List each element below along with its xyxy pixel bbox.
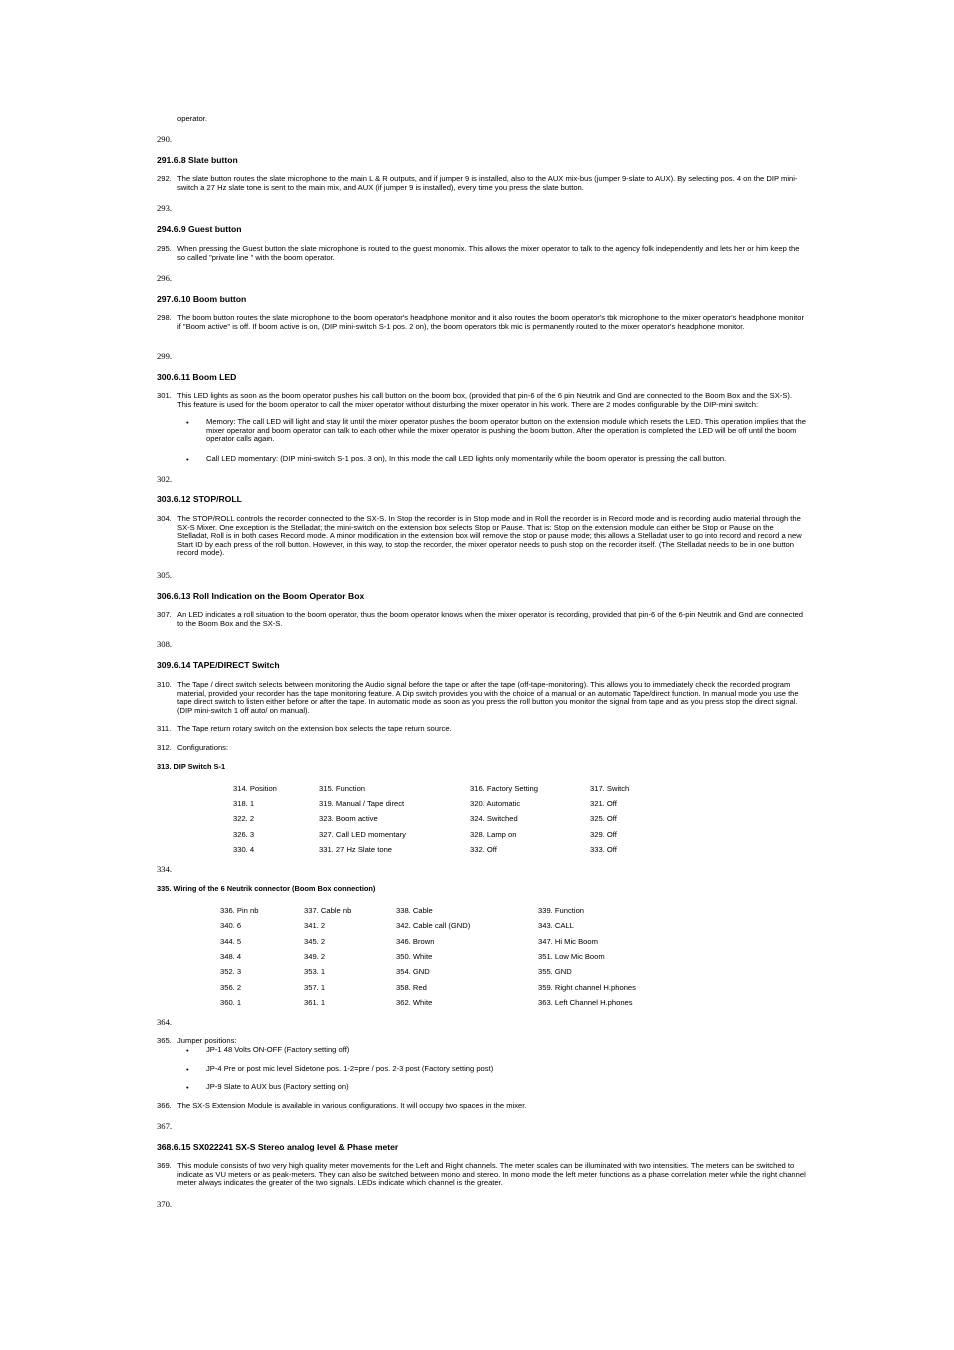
table-cell: 332. Off (470, 845, 497, 854)
table-cell: 317. Switch (590, 784, 630, 793)
paragraph-text: The Tape return rotary switch on the extension box selects the tape return source. (177, 724, 452, 733)
table-cell: 355. GND (538, 967, 572, 976)
paragraph-text: This LED lights as soon as the boom operator pushes his call button on the boom box, (provided that pin-6 of the 6 pin Neutrik and Gnd are connected to the Boom Box and the SX-S). This feature is used for the boom operator to call the mixer operator without disturbing the mixer operator in his work. There are 2 modes configurable by the DIP-mini switch: (177, 391, 793, 409)
section-heading-tape-direct: 309.6.14 TAPE/DIRECT Switch (157, 660, 280, 670)
paragraph-number: 310. (157, 680, 172, 689)
table-cell: 363. Left Channel H.phones (538, 998, 633, 1007)
table-cell: 319. Manual / Tape direct (319, 799, 405, 808)
table-cell: 361. 1 (304, 998, 326, 1007)
paragraph-number: 369. (157, 1161, 172, 1170)
table-cell: 360. 1 (220, 998, 242, 1007)
table-cell: 338. Cable (396, 906, 433, 915)
table-cell: 327. Call LED momentary (319, 830, 406, 839)
paragraph-number: 311. (157, 724, 172, 733)
paragraph-number: 307. (157, 610, 172, 619)
table-cell: 315. Function (319, 784, 366, 793)
table-cell: 329. Off (590, 830, 617, 839)
continued-text: operator. (177, 114, 207, 123)
table-title-dip-switch: 313. DIP Switch S-1 (157, 762, 226, 771)
paragraph-number: 290. (157, 134, 173, 144)
bullet-text: Call LED momentary: (DIP mini-switch S-1 pos. 3 on), In this mode the call LED lights only momentarily while the boom operator is pressing the call button. (206, 454, 727, 463)
table-cell: 323. Boom active (319, 814, 378, 823)
paragraph-text: Jumper positions: (177, 1036, 237, 1045)
table-cell: 316. Factory Setting (470, 784, 538, 793)
table-cell: 340. 6 (220, 921, 242, 930)
bullet-marker: • (186, 418, 189, 427)
paragraph-text: The boom button routes the slate microphone to the boom operator's headphone monitor and it also routes the boom operator's tbk microphone to the mixer operator's headphone monitor if "Boom active" is off. If boom active is on, (DIP mini-switch S-1 pos. 2 on), the boom operators tbk mic is permanently routed to the mixer operator's headphone monitor. (177, 313, 804, 331)
paragraph-number: 299. (157, 351, 173, 361)
table-cell: 333. Off (590, 845, 617, 854)
table-cell: 322. 2 (233, 814, 255, 823)
paragraph-number: 296. (157, 273, 173, 283)
bullet-marker: • (186, 1065, 189, 1074)
section-heading-stop-roll: 303.6.12 STOP/ROLL (157, 494, 242, 504)
table-cell: 328. Lamp on (470, 830, 517, 839)
bullet-text: JP-1 48 Volts ON-OFF (Factory setting off) (206, 1045, 350, 1054)
bullet-marker: • (186, 1046, 189, 1055)
table-cell: 324. Switched (470, 814, 518, 823)
table-cell: 351. Low Mic Boom (538, 952, 605, 961)
table-cell: 346. Brown (396, 937, 435, 946)
table-cell: 352. 3 (220, 967, 242, 976)
table-cell: 342. Cable call (GND) (396, 921, 471, 930)
table-cell: 337. Cable nb (304, 906, 352, 915)
table-cell: 359. Right channel H.phones (538, 983, 636, 992)
paragraph-number: 334. (157, 864, 173, 874)
paragraph-number: 364. (157, 1017, 173, 1027)
table-cell: 358. Red (396, 983, 427, 992)
table-title-wiring: 335. Wiring of the 6 Neutrik connector (Boom Box connection) (157, 884, 376, 893)
section-heading-slate-button: 291.6.8 Slate button (157, 155, 238, 165)
paragraph-text: Configurations: (177, 743, 229, 752)
bullet-marker: • (186, 455, 189, 464)
table-cell: 326. 3 (233, 830, 255, 839)
table-cell: 349. 2 (304, 952, 326, 961)
table-cell: 336. Pin nb (220, 906, 259, 915)
paragraph-number: 312. (157, 743, 172, 752)
table-cell: 356. 2 (220, 983, 242, 992)
table-cell: 354. GND (396, 967, 430, 976)
section-heading-guest-button: 294.6.9 Guest button (157, 224, 242, 234)
paragraph-text: When pressing the Guest button the slate microphone is routed to the guest monomix. This allows the mixer operator to talk to the agency folk independently and lets her or him keep the so called "private line " with the boom operator. (177, 244, 800, 262)
table-cell: 339. Function (538, 906, 585, 915)
paragraph-number: 293. (157, 203, 173, 213)
table-cell: 347. Hi Mic Boom (538, 937, 598, 946)
table-cell: 320. Automatic (470, 799, 521, 808)
bullet-text: JP-9 Slate to AUX bus (Factory setting on) (206, 1082, 349, 1091)
table-cell: 314. Position (233, 784, 277, 793)
paragraph-number: 295. (157, 244, 172, 253)
table-cell: 330. 4 (233, 845, 255, 854)
paragraph-number: 302. (157, 474, 173, 484)
bullet-text: JP-4 Pre or post mic level Sidetone pos. 1-2=pre / pos. 2-3 post (Factory setting post) (206, 1064, 494, 1073)
paragraph-number: 365. (157, 1036, 172, 1045)
paragraph-number: 292. (157, 174, 172, 183)
bullet-text: Memory: The call LED will light and stay lit until the mixer operator pushes the boom operator button on the extension module which resets the LED. This operation implies that the mixer operator and boom operator can talk to each other while the mixer operator is pushing the boom button. After the operation is completed the LED will be off until the boom operator calls again. (206, 417, 806, 444)
section-heading-roll-indication: 306.6.13 Roll Indication on the Boom Operator Box (157, 591, 365, 601)
paragraph-text: This module consists of two very high quality meter movements for the Left and Right channels. The meter scales can be illuminated with two intensities. The meters can be switched to indicate as VU meters or as peak-meters. They can also be switched between mono and stereo. In mono mode the left meter functions as a phase correlation meter while the right channel meter always indicates the greater of the two signals. LEDs indicate which channel is the greater. (177, 1161, 806, 1188)
paragraph-text: The SX-S Extension Module is available in various configurations. It will occupy two spaces in the mixer. (177, 1101, 527, 1110)
paragraph-text: An LED indicates a roll situation to the boom operator, thus the boom operator knows when the mixer operator is recording, provided that pin-6 of the 6-pin Neutrik and Gnd are connected to the Boom Box and the SX-S. (177, 610, 803, 628)
table-cell: 343. CALL (538, 921, 574, 930)
table-cell: 331. 27 Hz Slate tone (319, 845, 393, 854)
table-cell: 341. 2 (304, 921, 326, 930)
table-cell: 357. 1 (304, 983, 326, 992)
table-cell: 345. 2 (304, 937, 326, 946)
paragraph-number: 370. (157, 1199, 173, 1209)
paragraph-number: 366. (157, 1101, 172, 1110)
paragraph-number: 308. (157, 639, 173, 649)
paragraph-number: 305. (157, 570, 173, 580)
section-heading-boom-led: 300.6.11 Boom LED (157, 372, 237, 382)
bullet-marker: • (186, 1083, 189, 1092)
section-heading-meter: 368.6.15 SX022241 SX-S Stereo analog level & Phase meter (157, 1142, 399, 1152)
table-cell: 321. Off (590, 799, 617, 808)
paragraph-number: 304. (157, 514, 172, 523)
paragraph-number: 298. (157, 313, 172, 322)
section-heading-boom-button: 297.6.10 Boom button (157, 294, 247, 304)
table-cell: 350. White (396, 952, 433, 961)
table-cell: 348. 4 (220, 952, 242, 961)
table-cell: 344. 5 (220, 937, 242, 946)
paragraph-number: 367. (157, 1121, 173, 1131)
table-cell: 353. 1 (304, 967, 326, 976)
paragraph-number: 301. (157, 391, 172, 400)
table-cell: 325. Off (590, 814, 617, 823)
table-cell: 318. 1 (233, 799, 255, 808)
paragraph-text: The Tape / direct switch selects between monitoring the Audio signal before the tape or after the tape (off-tape-monitoring). This allows you to immediately check the recorded program material, provided your recorder has the tape monitoring feature. A Dip switch provides you with the choice of a manual or an automatic Tape/direct function. In manual mode you use the tape direct switch to listen either before or after the tape. In automatic mode as soon as you press the roll button you monitor the signal from tape and as you press stop the direct signal. (DIP mini-switch 1 off auto/ on manual). (177, 680, 799, 715)
paragraph-text: The STOP/ROLL controls the recorder connected to the SX-S. In Stop the recorder is in Stop mode and in Roll the recorder is in Record mode and is recording audio material through the SX-S Mixer. One exception is the Stelladat; the mini-switch on the extension box selects Stop or Pause. That is: Stop on the extension module can either be Stop or Pause on the Stelladat, Roll is in both cases Record mode. A minor modification in the extension box will remove the stop or pause mode; this allows a Stelladat user to go into record and record a new Start ID by each press of the roll button. However, in this way, to stop the recorder, the mixer operator needs to push stop on the recorder itself. (The Stelladat needs to be in one button record mode). (177, 514, 802, 558)
paragraph-text: The slate button routes the slate microphone to the main L & R outputs, and if jumper 9 is installed, also to the AUX mix-bus (jumper 9-slate to AUX). By selecting pos. 4 on the DIP mini-switch a 27 Hz slate tone is sent to the main mix, and AUX (if jumper 9 is installed), every time you press the slate button. (177, 174, 798, 192)
table-cell: 362. White (396, 998, 433, 1007)
